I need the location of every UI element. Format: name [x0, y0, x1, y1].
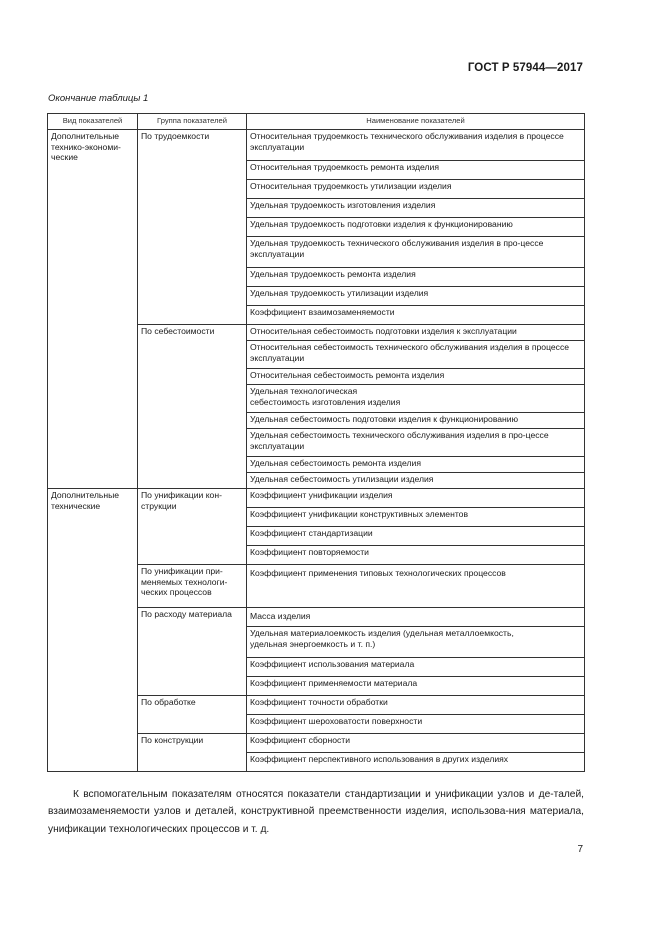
header-name: Наименование показателей — [247, 114, 585, 130]
name-cell: Коэффициент стандартизации — [247, 527, 585, 546]
name-cell: Коэффициент применяемости материала — [247, 677, 585, 696]
name-cell: Удельная себестоимость ремонта изделия — [247, 457, 585, 473]
name-cell: Удельная трудоемкость изготовления изделия — [247, 199, 585, 218]
name-cell: Коэффициент унификации изделия — [247, 489, 585, 508]
name-cell: Коэффициент повторяемости — [247, 546, 585, 565]
name-cell: Удельная технологическая себестоимость изготовления изделия — [247, 385, 585, 413]
name-cell: Коэффициент сборности — [247, 734, 585, 753]
name-cell: Удельная материалоемкость изделия (удельная металлоемкость, удельная энергоемкость и т. п.) — [247, 627, 585, 658]
name-cell: Удельная себестоимость подготовки изделия к функционированию — [247, 413, 585, 429]
name-cell: Коэффициент унификации конструктивных элементов — [247, 508, 585, 527]
header-group: Группа показателей — [138, 114, 247, 130]
page-number: 7 — [577, 844, 583, 855]
name-cell: Относительная себестоимость подготовки изделия к эксплуатации — [247, 325, 585, 341]
group-cell: По трудоемкости — [138, 130, 247, 325]
name-cell: Коэффициент применения типовых технологических процессов — [247, 565, 585, 608]
name-cell: Коэффициент шероховатости поверхности — [247, 715, 585, 734]
name-cell: Коэффициент использования материала — [247, 658, 585, 677]
name-cell: Удельная трудоемкость ремонта изделия — [247, 268, 585, 287]
group-cell: По расходу материала — [138, 608, 247, 696]
group-cell: По унификации кон-струкции — [138, 489, 247, 565]
name-cell: Коэффициент взаимозаменяемости — [247, 306, 585, 325]
kind-cell: Дополнительные технико-экономи-ческие — [48, 130, 138, 489]
name-cell: Удельная трудоемкость подготовки изделия к функционированию — [247, 218, 585, 237]
table-row — [48, 130, 585, 161]
table-caption: Окончание таблицы 1 — [48, 93, 149, 104]
name-cell: Относительная себестоимость ремонта изделия — [247, 369, 585, 385]
group-cell: По конструкции — [138, 734, 247, 772]
table-row — [48, 489, 585, 508]
group-cell: По унификации при-меняемых технологи-ческих процессов — [138, 565, 247, 608]
kind-cell: Дополнительные технические — [48, 489, 138, 772]
name-cell: Коэффициент перспективного использования в других изделиях — [247, 753, 585, 772]
name-cell: Коэффициент точности обработки — [247, 696, 585, 715]
name-cell: Удельная трудоемкость утилизации изделия — [247, 287, 585, 306]
name-cell: Относительная трудоемкость утилизации изделия — [247, 180, 585, 199]
table-header-row — [48, 114, 585, 130]
header-kind: Вид показателей — [48, 114, 138, 130]
body-paragraph: К вспомогательным показателям относятся показатели стандартизации и унификации узлов и де-талей, взаимозаменяемости узлов и деталей, конструктивной преемственности изделия, использова-ния материала, унификации технологических процессов и т. д. — [48, 789, 584, 835]
name-cell: Относительная себестоимость технического обслуживания изделия в процессе эксплуатации — [247, 341, 585, 369]
name-cell: Удельная трудоемкость технического обслуживания изделия в про-цессе эксплуатации — [247, 237, 585, 268]
name-cell: Относительная трудоемкость технического обслуживания изделия в процессе эксплуатации — [247, 130, 585, 161]
group-cell: По себестоимости — [138, 325, 247, 489]
group-cell: По обработке — [138, 696, 247, 734]
name-cell: Удельная себестоимость утилизации изделия — [247, 473, 585, 489]
name-cell: Масса изделия — [247, 608, 585, 627]
name-cell: Относительная трудоемкость ремонта изделия — [247, 161, 585, 180]
indicators-table — [47, 113, 585, 772]
name-cell: Удельная себестоимость технического обслуживания изделия в про-цессе эксплуатации — [247, 429, 585, 457]
document-code: ГОСТ Р 57944—2017 — [467, 62, 583, 74]
